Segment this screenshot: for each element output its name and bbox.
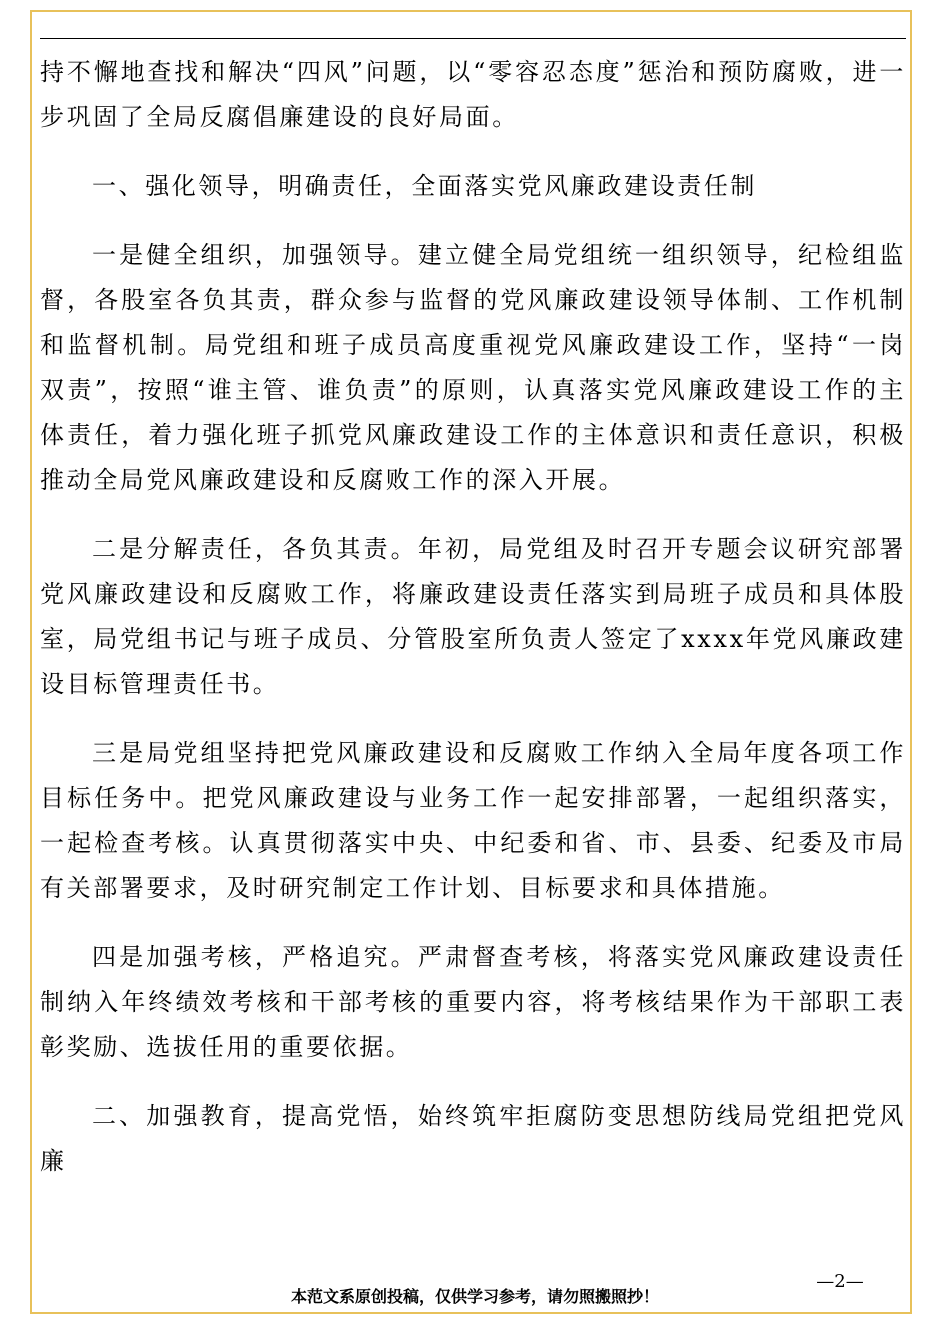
section-heading-1: 一、强化领导，明确责任，全面落实党风廉政建设责任制	[92, 172, 757, 200]
paragraph-4: 三是局党组坚持把党风廉政建设和反腐败工作纳入全局年度各项工作目标任务中。把党风廉政建设与业务工作一起安排部署，一起组织落实，一起检查考核。认真贯彻落实中央、中纪委和省、市、县委、纪委及市局有关部署要求，及时研究制定工作计划、目标要求和具体措施。	[40, 739, 906, 902]
paragraph-3: 二是分解责任，各负其责。年初，局党组及时召开专题会议研究部署党风廉政建设和反腐败工作，将廉政建设责任落实到局班子成员和具体股室，局党组书记与班子成员、分管股室所负责人签定了xxxx年党风廉政建设目标管理责任书。	[40, 535, 906, 698]
footer-note: 本范文系原创投稿，仅供学习参考，请勿照搬照抄！	[290, 1287, 659, 1306]
paragraph-5: 四是加强考核，严格追究。严肃督查考核，将落实党风廉政建设责任制纳入年终绩效考核和干部考核的重要内容，将考核结果作为干部职工表彰奖励、选拔任用的重要依据。	[40, 943, 906, 1061]
section-heading-2: 二、加强教育，提高党悟，始终筑牢拒腐防变思想防线局党组把党风廉	[40, 1102, 906, 1175]
paragraph-1: 持不懈地查找和解决“四风”问题，以“零容忍态度”惩治和预防腐败，进一步巩固了全局反腐倡廉建设的良好局面。	[40, 58, 906, 131]
paragraph-2: 一是健全组织，加强领导。建立健全局党组统一组织领导，纪检组监督，各股室各负其责，群众参与监督的党风廉政建设领导体制、工作机制和监督机制。局党组和班子成员高度重视党风廉政建设工作，坚持“一岗双责”，按照“谁主管、谁负责”的原则，认真落实党风廉政建设工作的主体责任，着力强化班子抓党风廉政建设工作的主体意识和责任意识，积极推动全局党风廉政建设和反腐败工作的深入开展。	[40, 241, 906, 494]
page-number: —2—	[816, 1271, 864, 1292]
header-rule	[40, 38, 906, 39]
document-body	[40, 50, 906, 1184]
